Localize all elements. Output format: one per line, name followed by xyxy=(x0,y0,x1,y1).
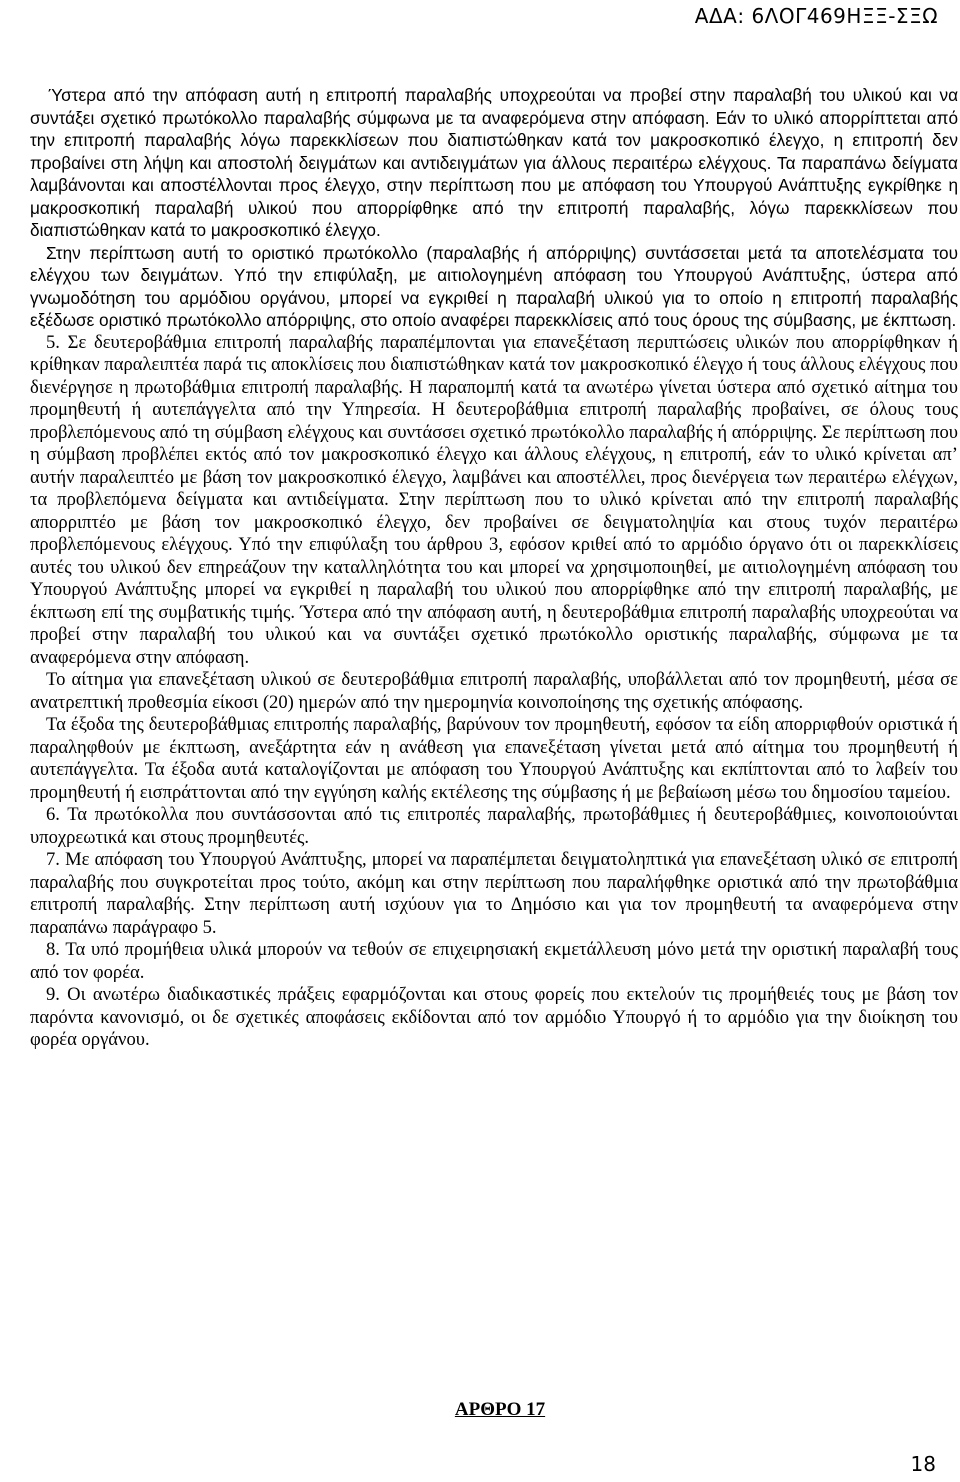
paragraph-7: 7. Με απόφαση του Υπουργού Ανάπτυξης, μπορεί να παραπέμπεται δειγματοληπτικά για επανεξέταση υλικό σε επιτροπή παραλαβής που συγκροτείται προς τούτο, ακόμη και στην περίπτωση που παραλήφθηκε οριστικά από την πρωτοβάθμια επιτροπή παραλαβής. Στην περίπτωση αυτή ισχύουν για το Δημόσιο και για τον προμηθευτή τα αναφερόμενα στην παραπάνω παράγραφο 5. xyxy=(30,849,958,938)
paragraph-5: Τα έξοδα της δευτεροβάθμιας επιτροπής παραλαβής, βαρύνουν τον προμηθευτή, εφόσον τα είδη απορριφθούν οριστικά ή παραληφθούν με έκπτωση, ανεξάρτητα εάν η ανάθεση για επανεξέταση γίνεται μετά από αίτημα του προμηθευτή ή αυτεπάγγελτα. Τα έξοδα αυτά καταλογίζονται με απόφαση του Υπουργού Ανάπτυξης και εκπίπτονται από το λαβείν του προμηθευτή ή εισπράττονται από την εγγύηση καλής εκτέλεσης της σύμβασης ή με βεβαίωση μέσω του δημοσίου ταμείου. xyxy=(30,714,958,803)
page-number: 18 xyxy=(910,1452,936,1476)
paragraph-1: Ύστερα από την απόφαση αυτή η επιτροπή παραλαβής υποχρεούται να προβεί στην παραλαβή του υλικού και να συντάξει σχετικό πρωτόκολλο παραλαβής σύμφωνα με τα αναφερόμενα στην απόφαση. Εάν το υλικό απορρίπτεται από την επιτροπή παραλαβής λόγω παρεκκλίσεων που διαπιστώθηκαν κατά τον μακροσκοπικό έλεγχο, η επιτροπή δεν προβαίνει στη λήψη και αποστολή δειγμάτων και αντιδειγμάτων για άλλους περαιτέρω ελέγχους. Τα παραπάνω δείγματα λαμβάνονται και αποστέλλονται προς έλεγχο, στην περίπτωση που με απόφαση του Υπουργού Ανάπτυξης εγκρίθηκε η μακροσκοπική παραλαβή υλικού που απορρίφθηκε από την επιτροπή παραλαβής, λόγω παρεκκλίσεων που διαπιστώθηκαν κατά το μακροσκοπικό έλεγχο. xyxy=(30,85,958,240)
paragraph-4: Το αίτημα για επανεξέταση υλικού σε δευτεροβάθμια επιτροπή παραλαβής, υποβάλλεται από τον προμηθευτή, μέσα σε ανατρεπτική προθεσμία είκοσι (20) ημερών από την ημερομηνία κοινοποίησης της σχετικής απόφασης. xyxy=(30,669,958,713)
paragraph-8: 8. Τα υπό προμήθεια υλικά μπορούν να τεθούν σε επιχειρησιακή εκμετάλλευση μόνο μετά την οριστική παραλαβή τους από τον φορέα. xyxy=(30,939,958,983)
document-body xyxy=(30,84,958,1052)
paragraph-3: 5. Σε δευτεροβάθμια επιτροπή παραλαβής παραπέμπονται για επανεξέταση περιπτώσεις υλικών που απορρίφθηκαν ή κρίθηκαν παραλειπτέα παρά τις αποκλίσεις που διαπιστώθηκαν κατά τον μακροσκοπικό έλεγχο ή τους άλλους ελέγχους που διενέργησε η πρωτοβάθμια επιτροπή παραλαβής. Η παραπομπή κατά τα ανωτέρω γίνεται ύστερα από σχετικό αίτημα του προμηθευτή ή αυτεπάγγελτα από την Υπηρεσία. Η δευτεροβάθμια επιτροπή παραλαβής προβαίνει, σε όλους τους προβλεπόμενους από τη σύμβαση ελέγχους και συντάσσει σχετικό πρωτόκολλο παραλαβής ή απόρριψης. Σε περίπτωση που η σύμβαση προβλέπει εκτός από τον μακροσκοπικό έλεγχο και άλλους ελέγχους, η επιτροπή, εάν το υλικό κρίνεται απ’ αυτήν παραλειπτέο με βάση τον μακροσκοπικό έλεγχο, λαμβάνει και αποστέλλει, προς διενέργεια των περαιτέρω ελέγχων, τα προβλεπόμενα δείγματα και αντιδείγματα. Στην περίπτωση που το υλικό κρίνεται από την επιτροπή παραλαβής απορριπτέο με βάση τον μακροσκοπικό έλεγχο, δεν προβαίνει σε δειγματοληψία και στους τυχόν περαιτέρω προβλεπόμενους ελέγχους. Υπό την επιφύλαξη του άρθρου 3, εφόσον κριθεί από το αρμόδιο όργανο ότι οι παρεκκλίσεις αυτές του υλικού δεν επηρεάζουν την καταλληλότητα του και μπορεί να χρησιμοποιηθεί, με αιτιολογημένη απόφαση του Υπουργού Ανάπτυξης μπορεί να εγκριθεί η παραλαβή του υλικού που απορρίφθηκε από την επιτροπή παραλαβής, με έκπτωση επί της συμβατικής τιμής. Ύστερα από την απόφαση αυτή, η δευτεροβάθμια επιτροπή παραλαβής υποχρεούται να προβεί στην παραλαβή του υλικού και να συντάξει σχετικό πρωτόκολλο οριστικής παραλαβής, σύμφωνα με τα αναφερόμενα στην απόφαση. xyxy=(30,331,958,668)
paragraph-6: 6. Τα πρωτόκολλα που συντάσσονται από τις επιτροπές παραλαβής, πρωτοβάθμιες ή δευτεροβάθμιες, κοινοποιούνται υποχρεωτικά και στους προμηθευτές. xyxy=(30,804,958,848)
paragraph-9: 9. Οι ανωτέρω διαδικαστικές πράξεις εφαρμόζονται και στους φορείς που εκτελούν τις προμήθειές τους με βάση τον παρόντα κανονισμό, οι δε σχετικές αποφάσεις εκδίδονται από τον αρμόδιο Υπουργό ή το αρμόδιο για την διοίκηση του φορέα οργάνου. xyxy=(30,984,958,1050)
paragraph-2: Στην περίπτωση αυτή το οριστικό πρωτόκολλο (παραλαβής ή απόρριψης) συντάσσεται μετά τα αποτελέσματα του ελέγχου των δειγμάτων. Υπό την επιφύλαξη, με αιτιολογημένη απόφαση του Υπουργού Ανάπτυξης, ύστερα από γνωμοδότηση του αρμόδιου οργάνου, μπορεί να εγκριθεί η παραλαβή υλικού για το οποίο η επιτροπή παραλαβής εξέδωσε οριστικό πρωτόκολλο απόρριψης, στο οποίο αναφέρει παρεκκλίσεις από τους όρους της σύμβασης, με έκπτωση. xyxy=(30,242,958,330)
ada-code: ΑΔΑ: 6ΛΟΓ469ΗΞΞ-ΣΞΩ xyxy=(694,4,938,28)
article-heading: ΑΡΘΡΟ 17 xyxy=(454,1399,546,1420)
